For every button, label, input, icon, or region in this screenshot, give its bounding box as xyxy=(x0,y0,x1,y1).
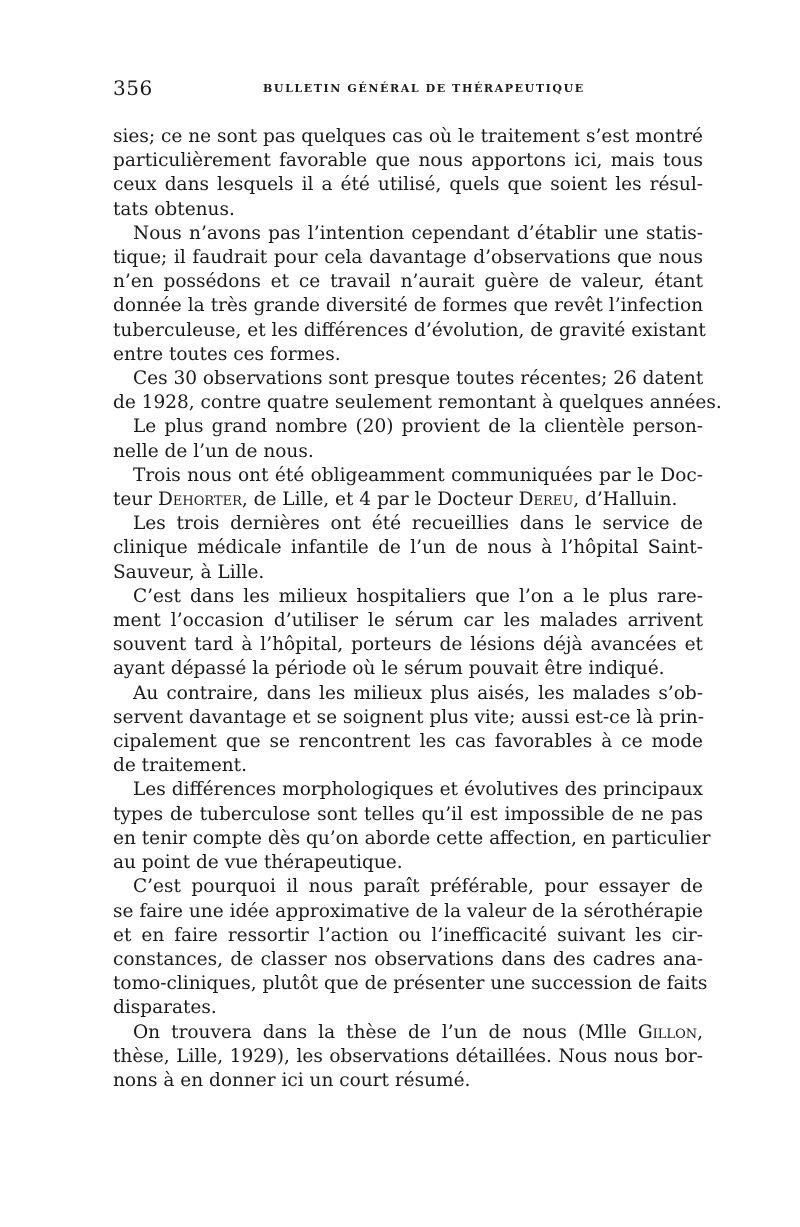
text-segment: , xyxy=(697,1021,703,1043)
text-line: sies; ce ne sont pas quelques cas où le traitement s’est montré xyxy=(113,126,703,147)
text-line: au point de vue thérapeutique. xyxy=(113,852,403,874)
text-segment: teur xyxy=(113,489,159,511)
text-segment: , de Lille, et 4 par le Docteur xyxy=(241,489,519,511)
text-line: ment l’occasion d’utiliser le sérum car les malades arrivent xyxy=(113,610,703,632)
text-line: Les trois dernières ont été recueillies dans le service de xyxy=(133,513,703,535)
text-line: types de tuberculose sont telles qu’il est impossible de ne pas xyxy=(113,803,703,825)
text-line: Nous n’avons pas l’intention cependant d’établir une statis- xyxy=(133,222,703,244)
text-line: Trois nous ont été obligeamment communiquées par le Doc- xyxy=(133,464,703,486)
author-name: Dereu xyxy=(518,489,574,511)
body-text xyxy=(113,125,722,1093)
author-name: Gillon xyxy=(637,1021,698,1043)
page-number: 356 xyxy=(113,76,153,100)
text-line: en tenir compte dès qu’on aborde cette affection, en particulier xyxy=(113,827,711,849)
text-line: Au contraire, dans les milieux plus aisés, les malades s’ob- xyxy=(133,682,703,704)
text-line: Ces 30 observations sont presque toutes récentes; 26 datent xyxy=(133,368,704,390)
text-line: cipalement que se rencontrent les cas favorables à ce mode xyxy=(113,731,703,753)
page-header xyxy=(113,76,703,106)
text-line: se faire une idée approximative de la valeur de la sérothérapie xyxy=(113,900,703,922)
text-line: et en faire ressortir l’action ou l’inefficacité suivant les cir- xyxy=(113,924,703,946)
text-line: de 1928, contre quatre seulement remontant à quelques années. xyxy=(113,392,722,414)
author-name: Dehorter xyxy=(158,489,242,511)
running-title: BULLETIN GÉNÉRAL DE THÉRAPEUTIQUE xyxy=(263,82,585,95)
text-line xyxy=(113,488,703,512)
text-line: tats obtenus. xyxy=(113,198,235,220)
text-line: Les différences morphologiques et évolutives des principaux xyxy=(133,779,703,801)
text-line: servent davantage et se soignent plus vite; aussi est-ce là prin- xyxy=(113,706,704,728)
text-line: clinique médicale infantile de l’un de nous à l’hôpital Saint- xyxy=(113,537,703,559)
text-line: particulièrement favorable que nous apportons ici, mais tous xyxy=(113,150,703,172)
text-line: nelle de l’un de nous. xyxy=(113,440,314,462)
text-line: nons à en donner ici un court résumé. xyxy=(113,1069,471,1091)
text-line: disparates. xyxy=(113,997,217,1019)
text-line: tomo-cliniques, plutôt que de présenter une succession de faits xyxy=(113,973,708,995)
text-line: ayant dépassé la période où le sérum pouvait être indiqué. xyxy=(113,658,665,680)
text-line: souvent tard à l’hôpital, porteurs de lésions déjà avancées et xyxy=(113,634,703,656)
text-line: Le plus grand nombre (20) provient de la clientèle person- xyxy=(133,416,703,438)
text-line: Sauveur, à Lille. xyxy=(113,561,265,583)
text-line: entre toutes ces formes. xyxy=(113,343,341,365)
text-line xyxy=(113,1021,703,1045)
text-line: tique; il faudrait pour cela davantage d’observations que nous xyxy=(113,247,703,269)
text-line: donnée la très grande diversité de formes que revêt l’infection xyxy=(113,295,703,317)
text-line: C’est dans les milieux hospitaliers que l’on a le plus rare- xyxy=(133,585,703,607)
text-line: de traitement. xyxy=(113,755,247,777)
text-line: tuberculeuse, et les différences d’évolution, de gravité existant xyxy=(113,319,706,341)
text-line: C’est pourquoi il nous paraît préférable, pour essayer de xyxy=(133,876,703,898)
text-segment: On trouvera dans la thèse de l’un de nous (Mlle xyxy=(133,1021,638,1043)
text-line: thèse, Lille, 1929), les observations détaillées. Nous nous bor- xyxy=(113,1045,703,1067)
text-segment: , d’Halluin. xyxy=(573,489,678,511)
text-line: n’en possédons et ce travail n’aurait guère de valeur, étant xyxy=(113,271,703,293)
text-line: ceux dans lesquels il a été utilisé, quels que soient les résul- xyxy=(113,174,703,196)
text-line: constances, de classer nos observations dans des cadres ana- xyxy=(113,948,703,970)
